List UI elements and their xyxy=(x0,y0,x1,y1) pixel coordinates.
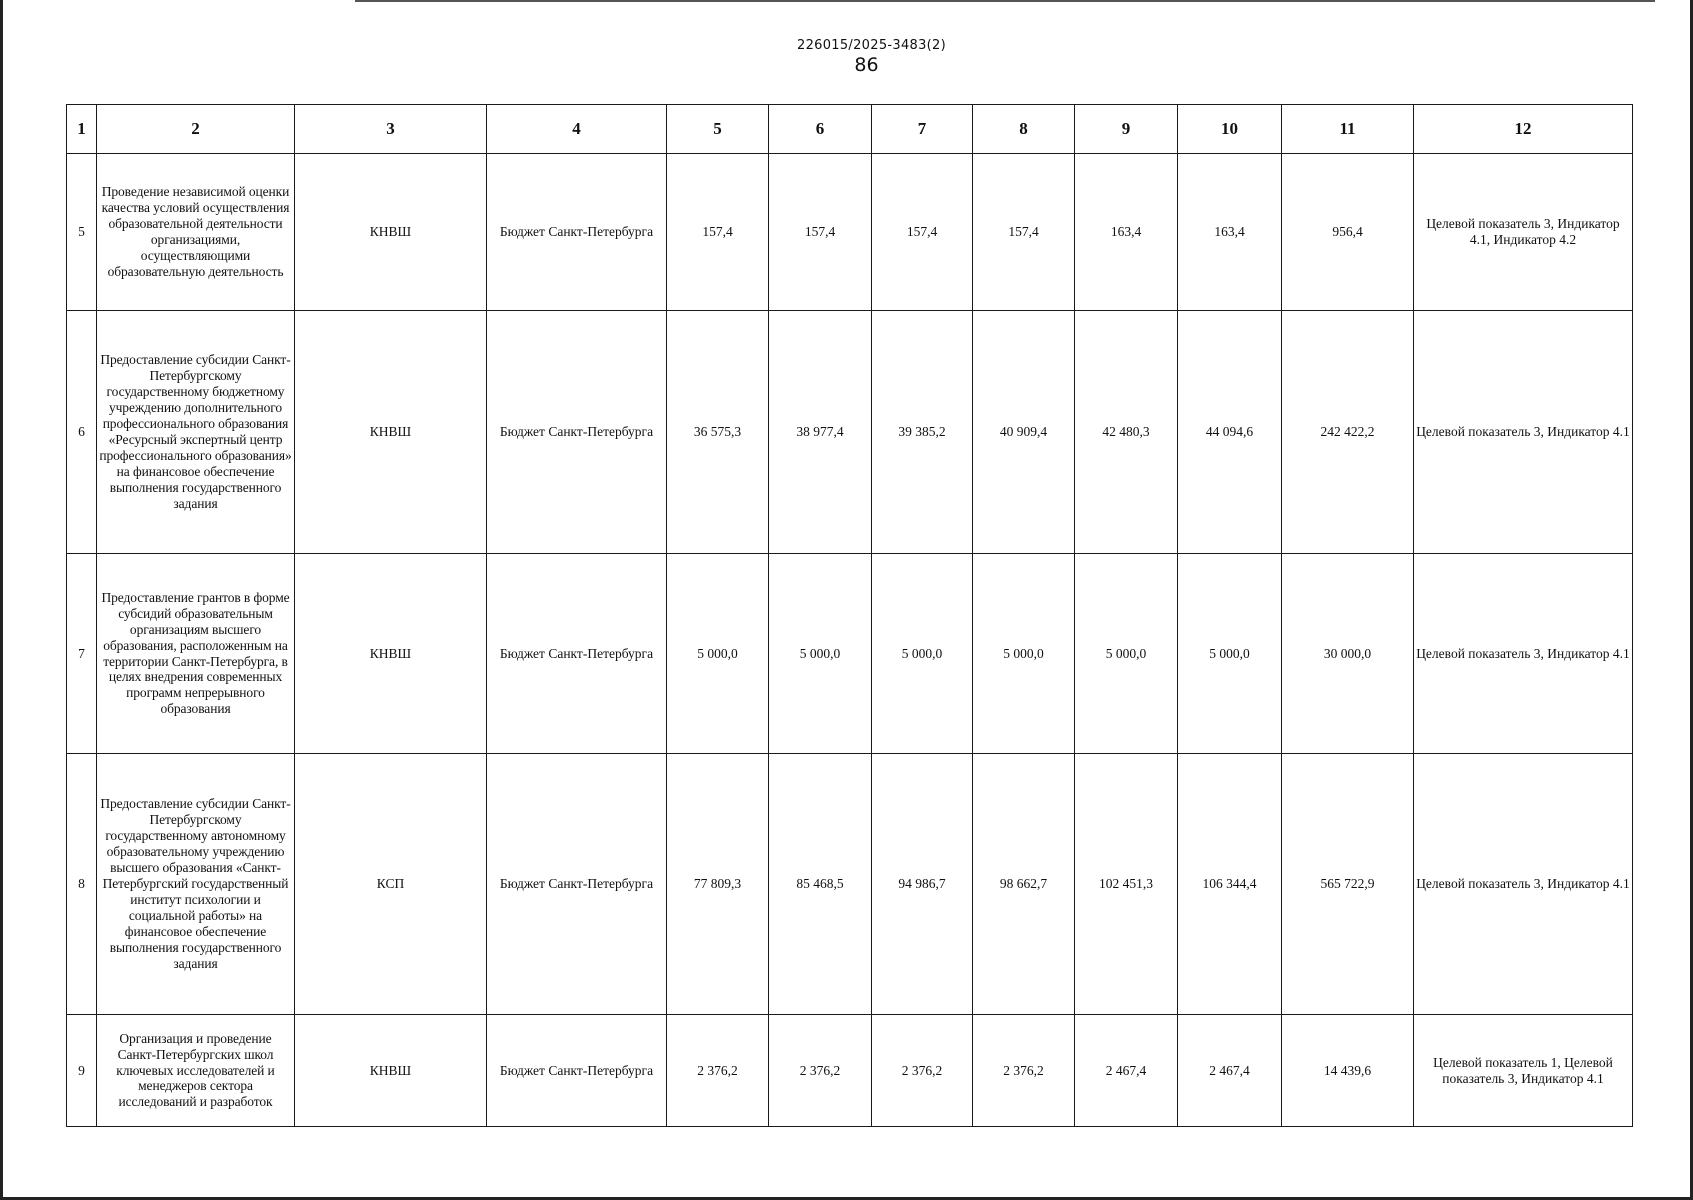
executor: КНВШ xyxy=(295,1015,487,1127)
value-cell: 106 344,4 xyxy=(1178,754,1282,1015)
funding-source: Бюджет Санкт-Петербурга xyxy=(487,311,667,554)
table-row xyxy=(67,554,1633,754)
total-cell: 14 439,6 xyxy=(1282,1015,1414,1127)
value-cell: 5 000,0 xyxy=(769,554,872,754)
row-number: 9 xyxy=(67,1015,97,1127)
total-cell: 242 422,2 xyxy=(1282,311,1414,554)
column-header: 3 xyxy=(295,105,487,154)
measure-description: Предоставление субсидии Санкт-Петербургскому государственному бюджетному учреждению дополнительного профессионального образования «Ресурсный экспертный центр профессионального образования» на финансовое обеспечение выполнения государственного задания xyxy=(97,311,295,554)
value-cell: 5 000,0 xyxy=(1075,554,1178,754)
row-number: 5 xyxy=(67,154,97,311)
funding-source: Бюджет Санкт-Петербурга xyxy=(487,754,667,1015)
value-cell: 2 467,4 xyxy=(1075,1015,1178,1127)
value-cell: 2 376,2 xyxy=(872,1015,973,1127)
document-number: 226015/2025-3483(2) xyxy=(797,38,946,53)
value-cell: 5 000,0 xyxy=(1178,554,1282,754)
column-header: 6 xyxy=(769,105,872,154)
row-number: 6 xyxy=(67,311,97,554)
value-cell: 42 480,3 xyxy=(1075,311,1178,554)
value-cell: 5 000,0 xyxy=(872,554,973,754)
value-cell: 77 809,3 xyxy=(667,754,769,1015)
table-row xyxy=(67,154,1633,311)
column-header: 7 xyxy=(872,105,973,154)
executor: КСП xyxy=(295,754,487,1015)
column-header: 9 xyxy=(1075,105,1178,154)
value-cell: 36 575,3 xyxy=(667,311,769,554)
value-cell: 44 094,6 xyxy=(1178,311,1282,554)
funding-source: Бюджет Санкт-Петербурга xyxy=(487,154,667,311)
value-cell: 157,4 xyxy=(872,154,973,311)
value-cell: 39 385,2 xyxy=(872,311,973,554)
executor: КНВШ xyxy=(295,154,487,311)
column-header: 1 xyxy=(67,105,97,154)
measure-description: Проведение независимой оценки качества условий осуществления образовательной деятельности организациями, осуществляющими образовательную деятельность xyxy=(97,154,295,311)
table-row xyxy=(67,754,1633,1015)
column-header: 10 xyxy=(1178,105,1282,154)
measure-description: Предоставление грантов в форме субсидий образовательным организациям высшего образования, расположенным на территории Санкт-Петербурга, в целях внедрения современных программ непрерывного образования xyxy=(97,554,295,754)
executor: КНВШ xyxy=(295,554,487,754)
value-cell: 163,4 xyxy=(1075,154,1178,311)
funding-source: Бюджет Санкт-Петербурга xyxy=(487,554,667,754)
table-header-row xyxy=(67,105,1633,154)
total-cell: 565 722,9 xyxy=(1282,754,1414,1015)
value-cell: 94 986,7 xyxy=(872,754,973,1015)
indicators-cell: Целевой показатель 3, Индикатор 4.1 xyxy=(1414,311,1633,554)
row-number: 7 xyxy=(67,554,97,754)
budget-table xyxy=(66,104,1633,1127)
indicators-cell: Целевой показатель 3, Индикатор 4.1, Индикатор 4.2 xyxy=(1414,154,1633,311)
measure-description: Предоставление субсидии Санкт-Петербургскому государственному автономному образовательному учреждению высшего образования «Санкт-Петербургский государственный институт психологии и социальной работы» на финансовое обеспечение выполнения государственного задания xyxy=(97,754,295,1015)
executor: КНВШ xyxy=(295,311,487,554)
value-cell: 2 376,2 xyxy=(973,1015,1075,1127)
total-cell: 956,4 xyxy=(1282,154,1414,311)
funding-source: Бюджет Санкт-Петербурга xyxy=(487,1015,667,1127)
value-cell: 85 468,5 xyxy=(769,754,872,1015)
table-row xyxy=(67,1015,1633,1127)
indicators-cell: Целевой показатель 3, Индикатор 4.1 xyxy=(1414,754,1633,1015)
row-number: 8 xyxy=(67,754,97,1015)
table-row xyxy=(67,311,1633,554)
value-cell: 40 909,4 xyxy=(973,311,1075,554)
value-cell: 157,4 xyxy=(973,154,1075,311)
page-number: 86 xyxy=(854,54,879,76)
value-cell: 2 376,2 xyxy=(769,1015,872,1127)
indicators-cell: Целевой показатель 3, Индикатор 4.1 xyxy=(1414,554,1633,754)
value-cell: 98 662,7 xyxy=(973,754,1075,1015)
column-header: 5 xyxy=(667,105,769,154)
total-cell: 30 000,0 xyxy=(1282,554,1414,754)
value-cell: 2 467,4 xyxy=(1178,1015,1282,1127)
value-cell: 102 451,3 xyxy=(1075,754,1178,1015)
column-header: 4 xyxy=(487,105,667,154)
value-cell: 5 000,0 xyxy=(973,554,1075,754)
column-header: 2 xyxy=(97,105,295,154)
top-rule xyxy=(355,0,1655,2)
measure-description: Организация и проведение Санкт-Петербургских школ ключевых исследователей и менеджеров сектора исследований и разработок xyxy=(97,1015,295,1127)
column-header: 12 xyxy=(1414,105,1633,154)
value-cell: 157,4 xyxy=(769,154,872,311)
column-header: 11 xyxy=(1282,105,1414,154)
value-cell: 163,4 xyxy=(1178,154,1282,311)
value-cell: 2 376,2 xyxy=(667,1015,769,1127)
column-header: 8 xyxy=(973,105,1075,154)
value-cell: 157,4 xyxy=(667,154,769,311)
value-cell: 38 977,4 xyxy=(769,311,872,554)
value-cell: 5 000,0 xyxy=(667,554,769,754)
indicators-cell: Целевой показатель 1, Целевой показатель 3, Индикатор 4.1 xyxy=(1414,1015,1633,1127)
